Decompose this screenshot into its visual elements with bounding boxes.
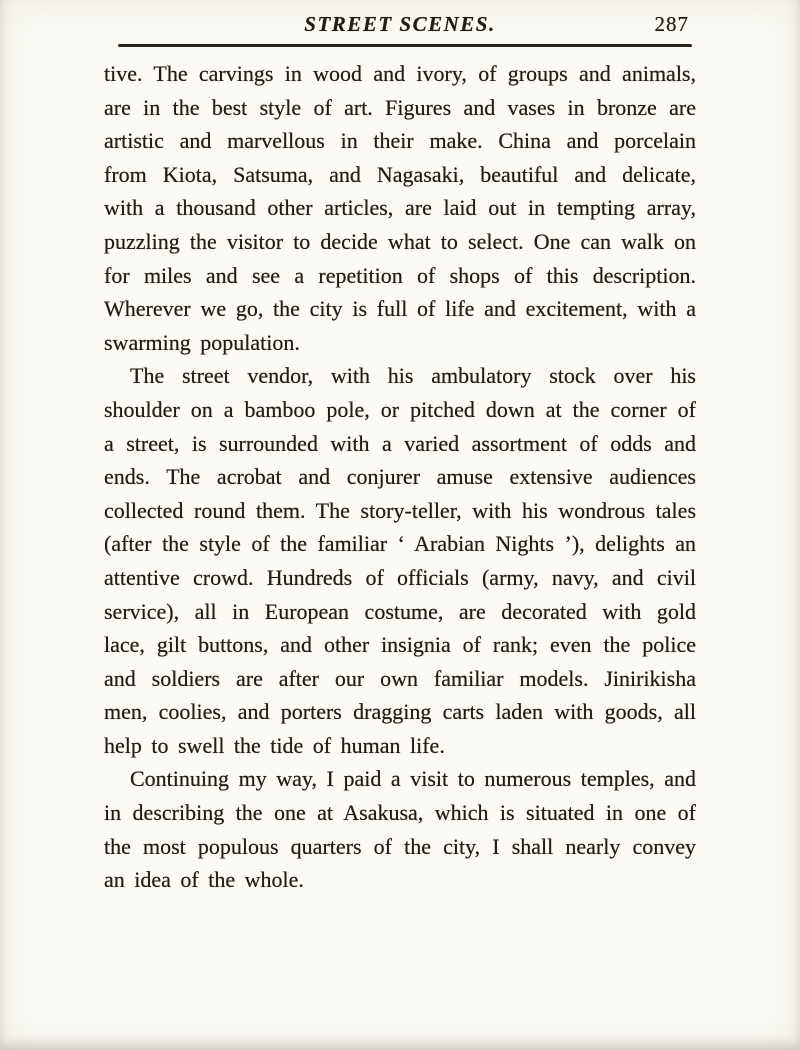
running-title: STREET SCENES.	[304, 12, 496, 36]
page-number: 287	[654, 12, 689, 36]
page-header	[105, 10, 695, 40]
paragraph-1: tive. The carvings in wood and ivory, of groups and animals, are in the best style of art. Figures and vases in bronze are artistic and marvellous in their make. China and porcelain from Kiota, Satsuma, and Nagasaki, beautiful and delicate, with a thousand other articles, are laid out in tempting array, puzzling the visitor to decide what to select. One can walk on for miles and see a repetition of shops of this description. Wherever we go, the city is full of life and excitement, with a swarming population.	[104, 61, 696, 355]
page-body	[104, 57, 696, 897]
paragraph-3: Continuing my way, I paid a visit to numerous temples, and in describing the one at Asakusa, which is situated in one of the most populous quarters of the city, I shall nearly convey an idea of the whole.	[104, 766, 696, 893]
header-rule	[118, 44, 692, 47]
paragraph-2: The street vendor, with his ambulatory stock over his shoulder on a bamboo pole, or pitched down at the corner of a street, is surrounded with a varied assortment of odds and ends. The acrobat and conjurer amuse extensive audiences collected round them. The story-teller, with his wondrous tales (after the style of the familiar ‘ Arabian Nights ’), delights an attentive crowd. Hundreds of officials (army, navy, and civil service), all in European costume, are decorated with gold lace, gilt buttons, and other insignia of rank; even the police and soldiers are after our own familiar models. Jinirikisha men, coolies, and porters dragging carts laden with goods, all help to swell the tide of human life.	[104, 363, 696, 758]
